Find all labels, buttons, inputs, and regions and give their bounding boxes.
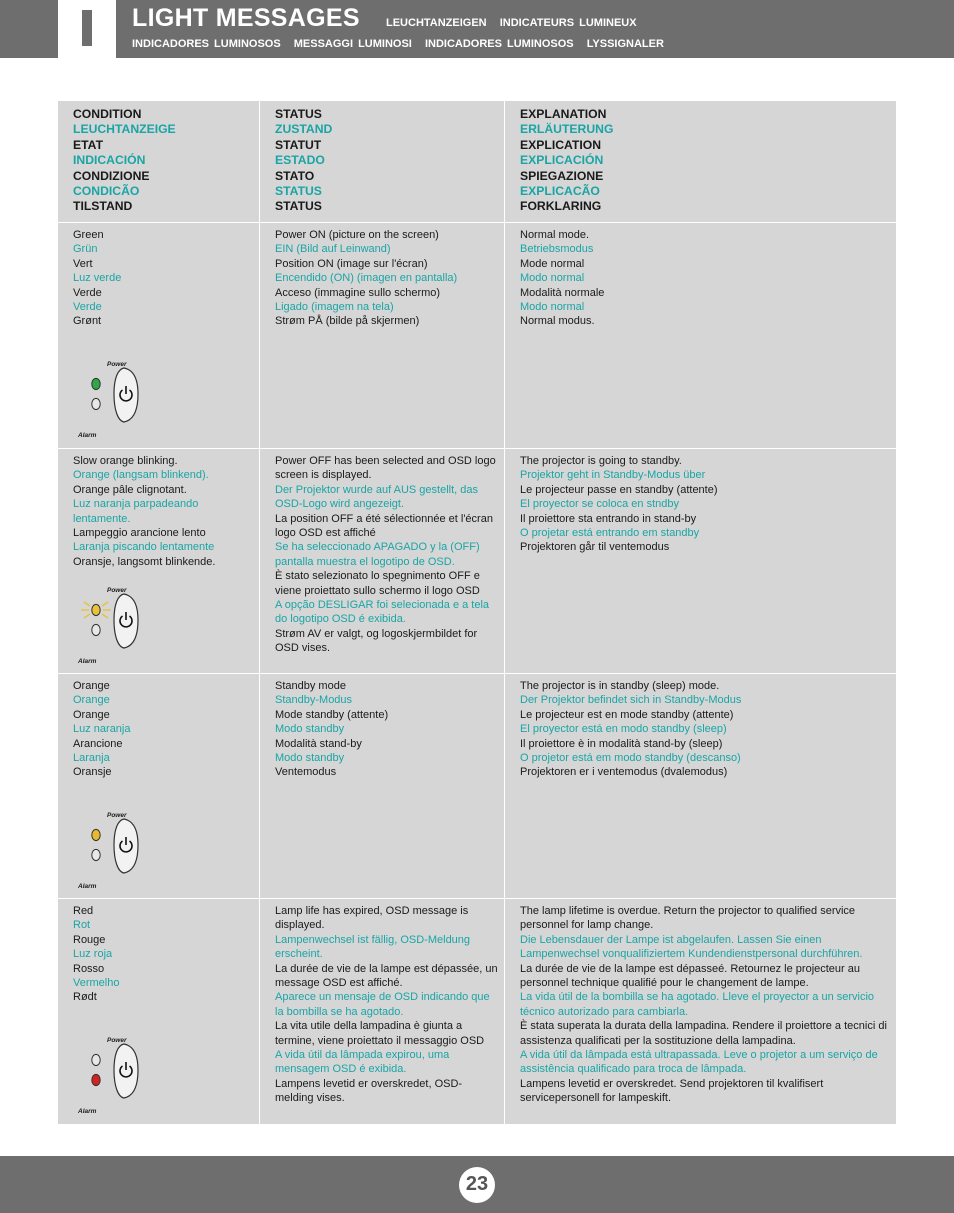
message-line: The projector is in standby (sleep) mode. [520, 680, 720, 692]
message-line: La durée de vie de la lampe est dépassée, un message OSD est affiché. [275, 962, 498, 990]
alarm-label: Alarm [78, 883, 97, 890]
message-line: Orange [73, 680, 110, 692]
message-line: Position ON (image sur l'écran) [275, 257, 428, 270]
message-line: El proyector se coloca en stndby [520, 498, 679, 511]
message-line: Il proiettore è in modalità stand-by (sleep) [520, 737, 723, 750]
power-button-housing [114, 368, 138, 422]
column-heading: LEUCHTANZEIGE [73, 122, 176, 137]
message-line: Modo normal [520, 272, 585, 285]
alarm-led [92, 849, 100, 860]
column-heading: STATUT [275, 137, 322, 152]
blink-ray [84, 614, 90, 618]
condition-cell [58, 899, 260, 1124]
message-line: A vida útil da lâmpada está ultrapassada. Leve o projetor a um serviço de assistência qualificado para troca de lâmpada. [520, 1049, 878, 1076]
message-line: Standby-Modus [275, 694, 353, 707]
message-line: Oransje, langsomt blinkende. [73, 555, 216, 568]
alarm-led [92, 398, 100, 409]
explanation-cell [505, 449, 896, 673]
message-line: Rosso [73, 962, 105, 975]
message-line: Normal mode. [520, 229, 590, 241]
message-line: Slow orange blinking. [73, 455, 178, 467]
table-row [58, 222, 896, 448]
message-line: Lamp life has expired, OSD message is displayed. [275, 905, 469, 932]
led-indicator-panel [78, 809, 138, 889]
power-button-housing [114, 1044, 138, 1098]
message-line: La vida útil de la bombilla se ha agotado. Lleve el proyector a un servicio técnico autorizado para cambiarla. [520, 991, 875, 1018]
led-indicator-panel [78, 584, 138, 664]
explanation-cell [505, 223, 896, 448]
column-heading: STATUS [275, 199, 322, 214]
column-heading: ZUSTAND [275, 122, 333, 137]
subtitle-line-2 [132, 38, 672, 50]
message-line: Le projecteur est en mode standby (attente) [520, 708, 734, 721]
table-row [58, 448, 896, 673]
column-heading: CONDIZIONE [73, 168, 150, 183]
subtitle-it: MESSAGGI LUMINOSI [293, 38, 412, 50]
message-line: Orange [73, 708, 110, 721]
message-line: Luz naranja [73, 723, 131, 736]
message-line: The lamp lifetime is overdue. Return the projector to qualified service personnel for lamp change. [520, 905, 856, 932]
table-row [58, 898, 896, 1124]
message-line: Modo normal [520, 301, 585, 314]
message-line: Oransje [73, 766, 112, 779]
column-heading: EXPLICACÃO [520, 184, 600, 199]
power-led [92, 1054, 100, 1065]
message-line: La vita utile della lampadina è giunta a termine, viene proiettato il messaggio OSD [275, 1020, 485, 1047]
message-line: Vermelho [73, 977, 120, 990]
page-title: LIGHT MESSAGES [132, 4, 360, 32]
message-line: A opção DESLIGAR foi selecionada e a tela do logotipo OSD é exibida. [275, 599, 490, 626]
message-line: Lampens levetid er overskredet, OSD-melding vises. [275, 1077, 463, 1105]
alarm-label: Alarm [78, 432, 97, 439]
message-line: Projektor geht in Standby-Modus über [520, 469, 706, 482]
message-line: Rot [73, 919, 91, 932]
subtitle-de: LEUCHTANZEIGEN [386, 17, 487, 29]
message-line: Red [73, 905, 94, 917]
power-label: Power [107, 587, 127, 594]
message-line: Ligado (imagem na tela) [275, 301, 394, 314]
message-line: Power OFF has been selected and OSD logo screen is displayed. [275, 455, 496, 482]
message-line: Verde [73, 301, 102, 314]
header-condition [58, 101, 260, 222]
message-line: Modo standby [275, 752, 345, 765]
message-line: Lampeggio arancione lento [73, 527, 206, 540]
message-line: Lampens levetid er overskredet. Send projektoren til kvalifisert servicepersonell for lampeskift. [520, 1077, 824, 1105]
column-heading: ERLÄUTERUNG [520, 122, 614, 137]
message-line: O projetar está entrando em standby [520, 527, 700, 540]
power-led [92, 829, 100, 840]
subtitle-no: LYSSIGNALER [586, 38, 664, 50]
blink-ray [102, 602, 108, 606]
message-line: The projector is going to standby. [520, 455, 682, 467]
message-line: Die Lebensdauer der Lampe ist abgelaufen. Lassen Sie einen Lampenwechsel vonqualifiziertem Kundendienstpersonal durchführen. [520, 933, 863, 961]
message-line: Verde [73, 286, 102, 299]
column-heading: INDICACIÓN [73, 153, 146, 168]
header-explanation [505, 101, 896, 222]
page-footer [0, 1156, 954, 1213]
message-line: Power ON (picture on the screen) [275, 229, 439, 241]
message-line: Aparece un mensaje de OSD indicando que la bombilla se ha agotado. [275, 991, 490, 1018]
page-header [0, 0, 954, 58]
message-line: O projetor está em modo standby (descanso) [520, 752, 741, 765]
message-line: La durée de vie de la lampe est dépasseé. Retournez le projecteur au personnel technique qualifié pour le changement de lampe. [520, 962, 860, 990]
message-line: Projektoren går til ventemodus [520, 541, 670, 554]
power-label: Power [107, 1037, 127, 1044]
condition-cell [58, 449, 260, 673]
message-line: Luz verde [73, 272, 122, 285]
subtitle-pt: INDICADORES LUMINOSOS [424, 38, 574, 50]
message-line: Standby mode [275, 680, 346, 692]
condition-cell [58, 674, 260, 898]
message-line: Orange pâle clignotant. [73, 483, 187, 496]
message-line: È stato selezionato lo spegnimento OFF e viene proiettato sullo schermo il logo OSD [275, 570, 480, 597]
message-line: Modalità normale [520, 286, 605, 299]
power-button-housing [114, 819, 138, 873]
power-led [92, 378, 100, 389]
message-line: Modo standby [275, 723, 345, 736]
table-row [58, 673, 896, 898]
message-line: Rouge [73, 933, 106, 946]
condition-cell [58, 223, 260, 448]
led-indicator-panel [78, 358, 138, 438]
message-line: Ventemodus [275, 766, 337, 779]
led-indicator-panel [78, 1034, 138, 1114]
power-button-housing [114, 594, 138, 648]
message-line: Mode normal [520, 257, 585, 270]
column-heading: EXPLICACIÓN [520, 153, 604, 168]
message-line: Strøm AV er valgt, og logoskjermbildet for OSD vises. [275, 627, 478, 655]
message-line: Arancione [73, 737, 123, 750]
section-letter-mark [82, 10, 92, 46]
alarm-label: Alarm [78, 1108, 97, 1115]
subtitle-es: INDICADORES LUMINOSOS [132, 38, 281, 50]
message-line: Vert [73, 257, 93, 270]
column-heading: STATO [275, 168, 315, 183]
header-status [260, 101, 505, 222]
page-number: 23 [465, 1173, 489, 1195]
column-heading: ETAT [73, 137, 104, 152]
message-line: Luz roja [73, 948, 113, 961]
message-line: Luz naranja parpadeando lentamente. [73, 498, 199, 525]
status-cell [260, 449, 505, 673]
power-led [92, 604, 100, 615]
message-line: Grün [73, 243, 98, 256]
message-line: Il proiettore sta entrando in stand-by [520, 512, 697, 525]
message-line: Normal modus. [520, 315, 595, 328]
message-line: La position OFF a été sélectionnée et l'écran logo OSD est affiché [275, 512, 493, 540]
alarm-led [92, 1074, 100, 1085]
column-heading: SPIEGAZIONE [520, 168, 604, 183]
message-line: Strøm PÅ (bilde på skjermen) [275, 315, 420, 328]
alarm-label: Alarm [78, 658, 97, 665]
message-line: Laranja [73, 752, 110, 765]
column-heading: EXPLICATION [520, 137, 602, 152]
message-line: Grønt [73, 315, 102, 328]
message-line: Rødt [73, 991, 97, 1004]
message-line: Orange [73, 694, 110, 707]
subtitle-line-1 [386, 17, 645, 29]
alarm-led [92, 624, 100, 635]
light-messages-table [58, 101, 896, 1124]
power-label: Power [107, 361, 127, 368]
message-line: Der Projektor wurde auf AUS gestellt, das OSD-Logo wird angezeigt. [275, 483, 478, 511]
status-cell [260, 674, 505, 898]
message-line: Lampenwechsel ist fällig, OSD-Meldung erscheint. [275, 933, 471, 961]
column-heading: EXPLANATION [520, 107, 607, 121]
subtitle-fr: INDICATEURS LUMINEUX [499, 17, 637, 29]
power-label: Power [107, 812, 127, 819]
message-line: EIN (Bild auf Leinwand) [275, 243, 391, 256]
column-heading: CONDICÃO [73, 184, 140, 199]
explanation-cell [505, 674, 896, 898]
explanation-cell [505, 899, 896, 1124]
message-line: El proyector está en modo standby (sleep) [520, 723, 727, 736]
status-cell [260, 899, 505, 1124]
column-heading: STATUS [275, 184, 322, 199]
status-cell [260, 223, 505, 448]
column-heading: TILSTAND [73, 199, 133, 214]
message-line: Acceso (immagine sullo schermo) [275, 286, 441, 299]
column-heading: CONDITION [73, 107, 142, 121]
column-heading: STATUS [275, 107, 322, 121]
message-line: Mode standby (attente) [275, 708, 389, 721]
table-header-row [58, 101, 896, 222]
message-line: Betriebsmodus [520, 243, 594, 256]
message-line: È stata superata la durata della lampadina. Rendere il proiettore a tecnici di assistenza qualificati per la sostituzione della lampadina. [520, 1020, 887, 1047]
message-line: Encendido (ON) (imagen en pantalla) [275, 272, 458, 285]
message-line: Le projecteur passe en standby (attente) [520, 483, 718, 496]
blink-ray [102, 614, 108, 618]
message-line: Laranja piscando lentamente [73, 541, 215, 554]
blink-ray [84, 602, 90, 606]
column-heading: FORKLARING [520, 199, 602, 214]
message-line: Green [73, 229, 104, 241]
message-line: Modalità stand-by [275, 737, 362, 750]
message-line: Orange (langsam blinkend). [73, 469, 209, 482]
message-line: Projektoren er i ventemodus (dvalemodus) [520, 766, 728, 779]
message-line: Se ha seleccionado APAGADO y la (OFF) pantalla muestra el logotipo de OSD. [275, 541, 480, 568]
message-line: Der Projektor befindet sich in Standby-Modus [520, 694, 742, 707]
message-line: A vida útil da lâmpada expirou, uma mensagem OSD é exibida. [275, 1049, 450, 1076]
column-heading: ESTADO [275, 153, 325, 168]
